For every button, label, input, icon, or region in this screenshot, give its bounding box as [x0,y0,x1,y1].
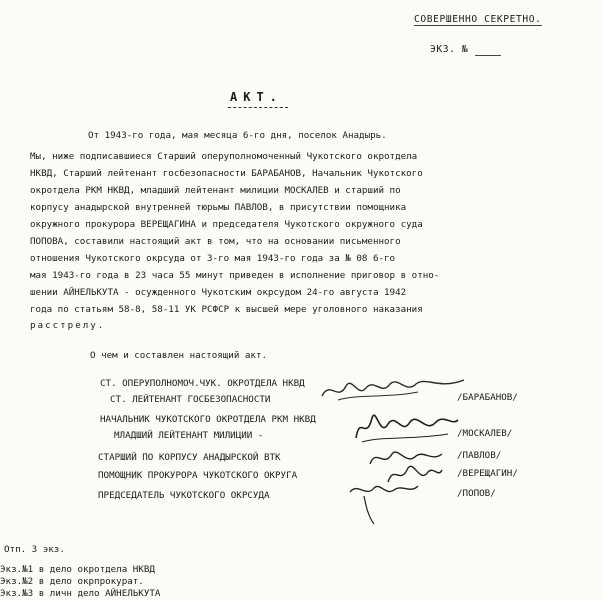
print-note: Отп. 3 экз. [4,544,65,555]
body-line: окротдела РКМ НКВД, младший лейтенант милиции МОСКАЛЕВ и старший по [30,185,401,196]
distribution-line: Экз.№1 в дело окротдела НКВД [0,564,155,575]
handwritten-signature-popov [344,478,424,528]
distribution-line: Экз.№2 в дело окрпрокурат. [0,576,144,587]
body-line: окружного прокурора ВЕРЕЩАГИНА и председателя Чукотского окружного суда [30,219,423,230]
body-line: корпусу анадырской внутренней тюрьмы ПАВЛОВ, в присутствии помощника [30,202,407,213]
signature-title: ПРЕДСЕДАТЕЛЬ ЧУКОТСКОГО ОКРСУДА [98,490,270,501]
title-underline [228,107,288,108]
signature-name: /МОСКАЛЕВ/ [457,428,513,439]
classification-stamp: СОВЕРШЕННО СЕКРЕТНО. [414,14,542,25]
handwritten-signature-moskalev [352,408,462,448]
distribution-line: Экз.№3 в личн дело АЙНЕЛЬКУТА [0,588,161,599]
signature-name: /БАРАБАНОВ/ [457,392,518,403]
handwritten-signature-barabanov [318,372,468,406]
signature-title: ПОМОЩНИК ПРОКУРОРА ЧУКОТСКОГО ОКРУГА [98,470,298,481]
signature-title: НАЧАЛЬНИК ЧУКОТСКОГО ОКРОТДЕЛА РКМ НКВД [100,414,316,425]
signature-name: /ВЕРЕЩАГИН/ [457,468,518,479]
body-line: отношения Чукотского окрсуда от 3-го мая 1943-го года за № 08 6-го [30,253,396,264]
closing-line: О чем и составлен настоящий акт. [90,350,268,361]
body-line: мая 1943-го года в 23 часа 55 минут приведен в исполнение приговор в отно- [30,270,440,281]
copy-label-text: ЭКЗ. № [430,44,469,55]
body-line: НКВД, Старший лейтенант госбезопасности БАРАБАНОВ, Начальник Чукотского [30,168,423,179]
signature-title: СТАРШИЙ ПО КОРПУСУ АНАДЫРСКОЙ ВТК [98,452,281,463]
signature-title: СТ. ЛЕЙТЕНАНТ ГОСБЕЗОПАСНОСТИ [110,394,271,405]
signature-name: /ПАВЛОВ/ [457,450,502,461]
signature-title: СТ. ОПЕРУПОЛНОМОЧ.ЧУК. ОКРОТДЕЛА НКВД [100,378,305,389]
body-line: От 1943-го года, мая месяца 6-го дня, поселок Анадырь. [88,130,387,141]
copy-number-label [430,44,501,56]
body-line: расстрелу. [30,320,106,331]
body-line: ПОПОВА, составили настоящий акт в том, что на основании письменного [30,236,401,247]
signature-title: МЛАДШИЙ ЛЕЙТЕНАНТ МИЛИЦИИ - [114,430,264,441]
document-title: АКТ. [230,90,283,104]
body-line: Мы, ниже подписавшиеся Старший оперуполномоченный Чукотского окротдела [30,151,418,162]
body-line: года по статьям 58-8, 58-11 УК РСФСР к высшей мере уголовного наказания [30,304,423,315]
signature-name: /ПОПОВ/ [457,488,496,499]
body-line: шении АЙНЕЛЬКУТА - осужденного Чукотским окрсудом 24-го августа 1942 [30,287,407,298]
